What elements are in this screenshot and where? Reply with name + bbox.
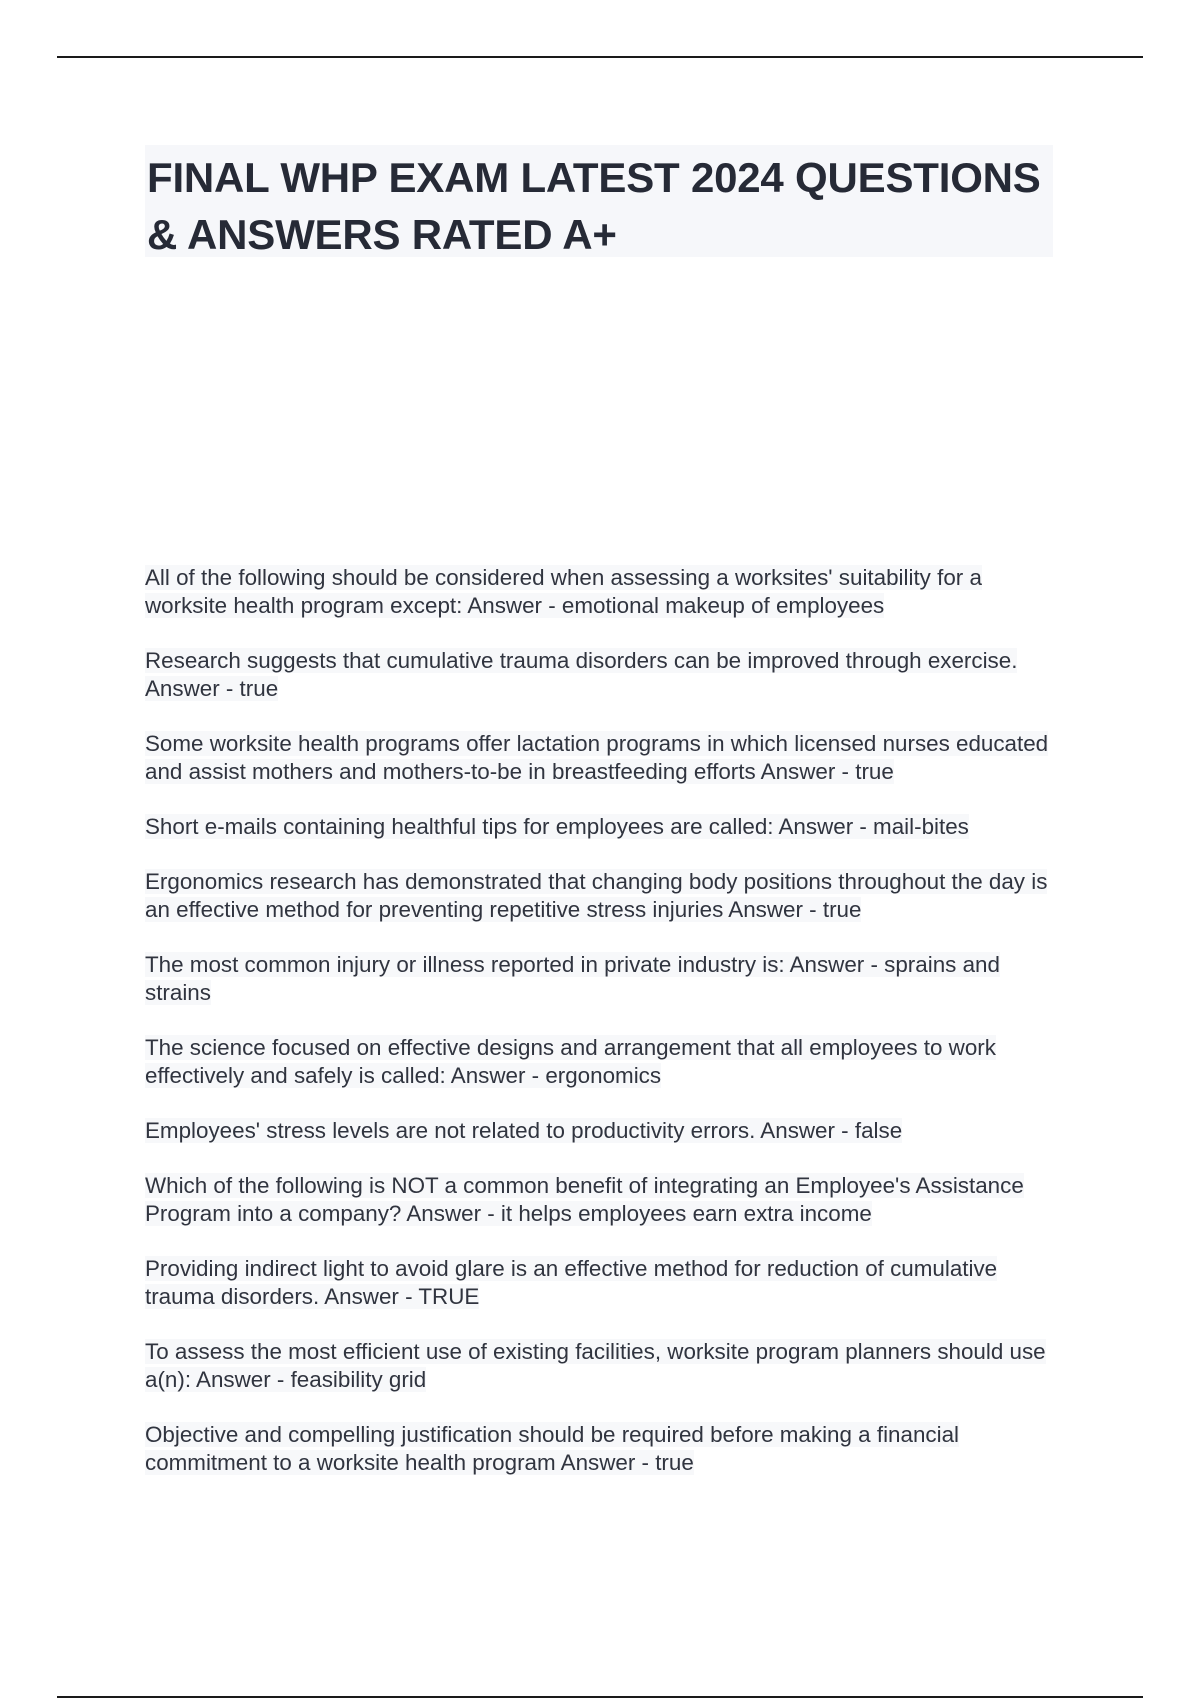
qa-text: Employees' stress levels are not related to productivity errors. Answer - false bbox=[145, 1118, 903, 1143]
top-rule bbox=[57, 56, 1143, 58]
qa-item bbox=[145, 868, 1065, 924]
qa-item bbox=[145, 730, 1065, 786]
qa-item bbox=[145, 564, 1065, 620]
qa-text: To assess the most efficient use of existing facilities, worksite program planners should use a(n): Answer - feasibility grid bbox=[145, 1339, 1046, 1392]
qa-text: Objective and compelling justification should be required before making a financial commitment to a worksite health program Answer - true bbox=[145, 1422, 960, 1475]
qa-text: The science focused on effective designs and arrangement that all employees to work effectively and safely is called: Answer - ergonomics bbox=[145, 1035, 996, 1088]
qa-item bbox=[145, 813, 1065, 841]
qa-text: Ergonomics research has demonstrated that changing body positions throughout the day is an effective method for preventing repetitive stress injuries Answer - true bbox=[145, 869, 1048, 922]
qa-item bbox=[145, 1172, 1065, 1228]
qa-text: Providing indirect light to avoid glare is an effective method for reduction of cumulative trauma disorders. Answer - TRUE bbox=[145, 1256, 998, 1309]
qa-text: The most common injury or illness reported in private industry is: Answer - sprains and strains bbox=[145, 952, 1000, 1005]
qa-item bbox=[145, 1255, 1065, 1311]
document-title: FINAL WHP EXAM LATEST 2024 QUESTIONS & ANSWERS RATED A+ bbox=[147, 154, 1041, 258]
title-block bbox=[145, 145, 1053, 257]
qa-text: All of the following should be considered when assessing a worksites' suitability for a worksite health program except: Answer - emotional makeup of employees bbox=[145, 565, 982, 618]
qa-item bbox=[145, 1034, 1065, 1090]
bottom-rule bbox=[57, 1696, 1143, 1698]
qa-text: Short e-mails containing healthful tips for employees are called: Answer - mail-bites bbox=[145, 814, 969, 839]
qa-item bbox=[145, 1117, 1065, 1145]
qa-text: Research suggests that cumulative trauma disorders can be improved through exercise. Answer - true bbox=[145, 648, 1018, 701]
qa-item bbox=[145, 1338, 1065, 1394]
qa-text: Which of the following is NOT a common benefit of integrating an Employee's Assistance Program into a company? Answer - it helps employees earn extra income bbox=[145, 1173, 1024, 1226]
qa-list bbox=[145, 564, 1065, 1504]
qa-item bbox=[145, 951, 1065, 1007]
qa-item bbox=[145, 647, 1065, 703]
qa-text: Some worksite health programs offer lactation programs in which licensed nurses educated and assist mothers and mothers-to-be in breastfeeding efforts Answer - true bbox=[145, 731, 1049, 784]
qa-item bbox=[145, 1421, 1065, 1477]
